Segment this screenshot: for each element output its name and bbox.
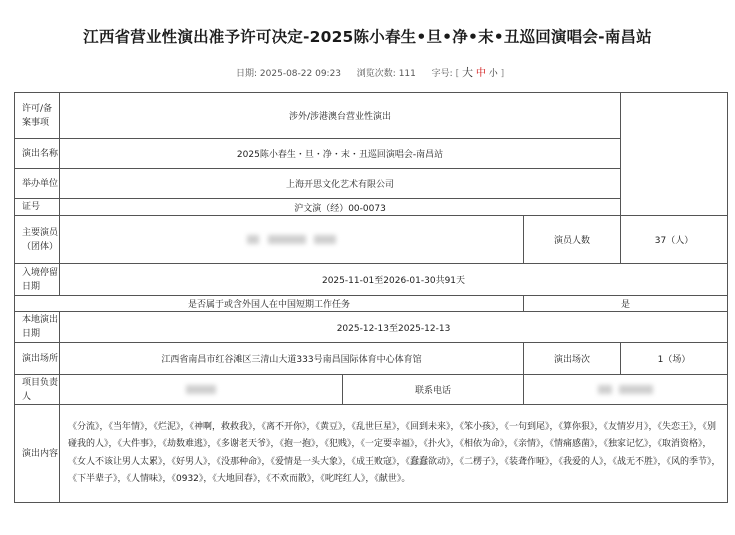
cert-value: 沪文演（经）00-0073 <box>60 199 621 216</box>
entry-stay-value: 2025-11-01至2026-01-30共91天 <box>60 264 728 296</box>
font-size-label: 字号: <box>431 69 453 79</box>
entry-stay-label: 入境停留日期 <box>15 264 60 296</box>
table-row <box>15 264 728 296</box>
local-date-value: 2025-12-13至2025-12-13 <box>60 312 728 343</box>
local-date-label: 本地演出日期 <box>15 312 60 343</box>
table-row <box>15 93 728 139</box>
content-value: 《分流》，《当年情》，《烂泥》，《神啊，救救我》，《离不开你》，《黄豆》，《乱世巨星》，《回到未来》，《笨小孩》，《一句到尾》，《算你狠》，《友情岁月》，《失恋王》，《别碰我的人》，《大件事》，《劫数难逃》，《多谢老天爷》，《抱一抱》，《犯贱》，《一定要幸福》，《扑火》，《相依为命》，《亲情》，《情痛感菌》，《独家记忆》，《取消资格》，《女人不该让男人太累》，《好男人》，《没那种命》，《爱情是一头大象》，《成王败寇》，《蠢蠢欲动》，《二楞子》，《装聋作哑》，《我爱的人》，《战无不胜》，《风的季节》，《下半辈子》，《人情味》，《0932》，《大地回春》，《不欢而散》，《叱咤红人》，《献世》。 <box>60 405 728 503</box>
short-term-work-value: 是 <box>524 296 728 312</box>
empty-cell <box>621 93 728 216</box>
date-value: 2025-08-22 09:23 <box>259 69 342 79</box>
phone-value-redacted <box>524 375 728 405</box>
performer-count-label: 演员人数 <box>524 216 621 264</box>
permit-label: 许可/备案事项 <box>15 93 60 139</box>
performers-label: 主要演员（团体） <box>15 216 60 264</box>
permit-value: 涉外/涉港澳台营业性演出 <box>60 93 621 139</box>
short-term-work-label: 是否属于或含外国人在中国短期工作任务 <box>15 296 524 312</box>
organizer-value: 上海开思文化艺术有限公司 <box>60 169 621 199</box>
table-row <box>15 405 728 503</box>
phone-label: 联系电话 <box>343 375 524 405</box>
performer-count-value: 37（人） <box>621 216 728 264</box>
views-label: 浏览次数: <box>356 69 396 79</box>
font-size-small-link[interactable]: 小 <box>488 69 498 79</box>
performers-value-redacted <box>60 216 524 264</box>
table-row <box>15 343 728 375</box>
article-meta: 日期: 2025-08-22 09:23 浏览次数: 111 字号: [ 大 中 小 ] <box>236 66 505 79</box>
content-label: 演出内容 <box>15 405 60 503</box>
show-name-value: 2025陈小春生・旦・净・末・丑巡回演唱会-南昌站 <box>60 139 621 169</box>
show-count-value: 1（场） <box>621 343 728 375</box>
views-value: 111 <box>398 69 416 79</box>
cert-label: 证号 <box>15 199 60 216</box>
show-name-label: 演出名称 <box>15 139 60 169</box>
table-row <box>15 296 728 312</box>
permit-info-table <box>14 92 728 503</box>
show-count-label: 演出场次 <box>524 343 621 375</box>
table-row <box>15 216 728 264</box>
venue-label: 演出场所 <box>15 343 60 375</box>
date-label: 日期: <box>236 69 258 79</box>
venue-value: 江西省南昌市红谷滩区三清山大道333号南昌国际体育中心体育馆 <box>60 343 524 375</box>
manager-label: 项目负责人 <box>15 375 60 405</box>
page-title: 江西省营业性演出准予许可决定-2025陈小春生•旦•净•末•丑巡回演唱会-南昌站 <box>83 28 652 46</box>
table-row <box>15 312 728 343</box>
manager-value-redacted <box>60 375 343 405</box>
table-row <box>15 375 728 405</box>
font-size-large-link[interactable]: 大 <box>461 66 473 79</box>
font-size-medium-link[interactable]: 中 <box>475 68 486 79</box>
organizer-label: 举办单位 <box>15 169 60 199</box>
